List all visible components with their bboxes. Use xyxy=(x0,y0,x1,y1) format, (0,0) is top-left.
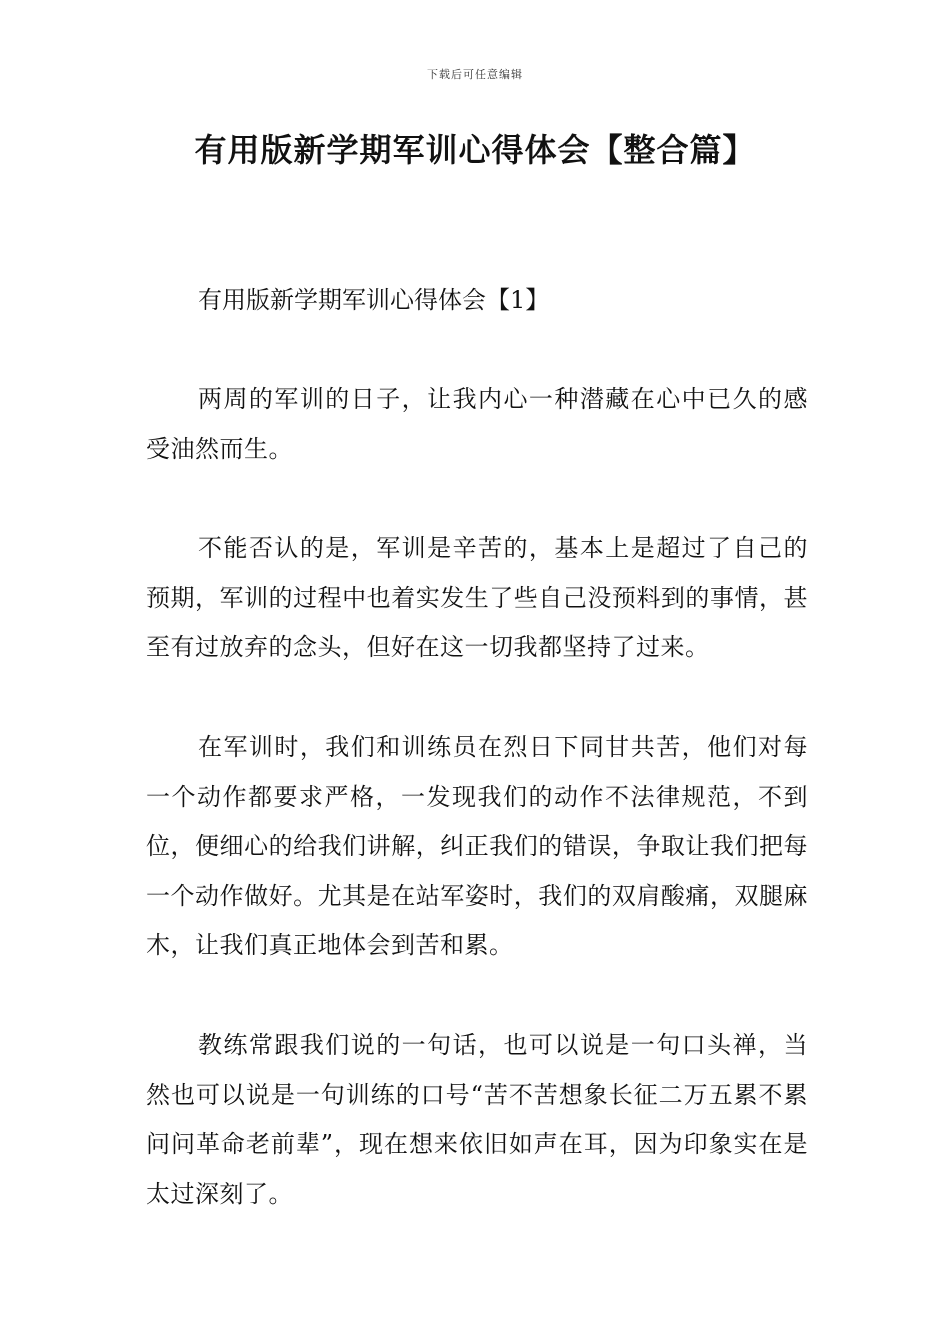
paragraph-2: 不能否认的是，军训是辛苦的，基本上是超过了自己的预期，军训的过程中也着实发生了些自己没预料到的事情，甚至有过放弃的念头，但好在这一切我都坚持了过来。 xyxy=(146,534,808,662)
header-note: 下载后可任意编辑 xyxy=(427,68,523,81)
paragraph-1: 两周的军训的日子，让我内心一种潜藏在心中已久的感受油然而生。 xyxy=(146,385,808,463)
paragraph-4: 教练常跟我们说的一句话，也可以说是一句口头禅，当然也可以说是一句训练的口号“苦不苦想象长征二万五累不累问问革命老前辈”，现在想来依旧如声在耳，因为印象实在是太过深刻了。 xyxy=(146,1030,808,1208)
document-body xyxy=(146,282,808,1269)
paragraph-3: 在军训时，我们和训练员在烈日下同甘共苦，他们对每一个动作都要求严格，一发现我们的动作不法律规范，不到位，便细心的给我们讲解，纠正我们的错误，争取让我们把每一个动作做好。尤其是在站军姿时，我们的双肩酸痛，双腿麻木，让我们真正地体会到苦和累。 xyxy=(146,732,808,960)
section-heading: 有用版新学期军训心得体会【1】 xyxy=(198,286,550,314)
document-title: 有用版新学期军训心得体会【整合篇】 xyxy=(194,131,756,169)
